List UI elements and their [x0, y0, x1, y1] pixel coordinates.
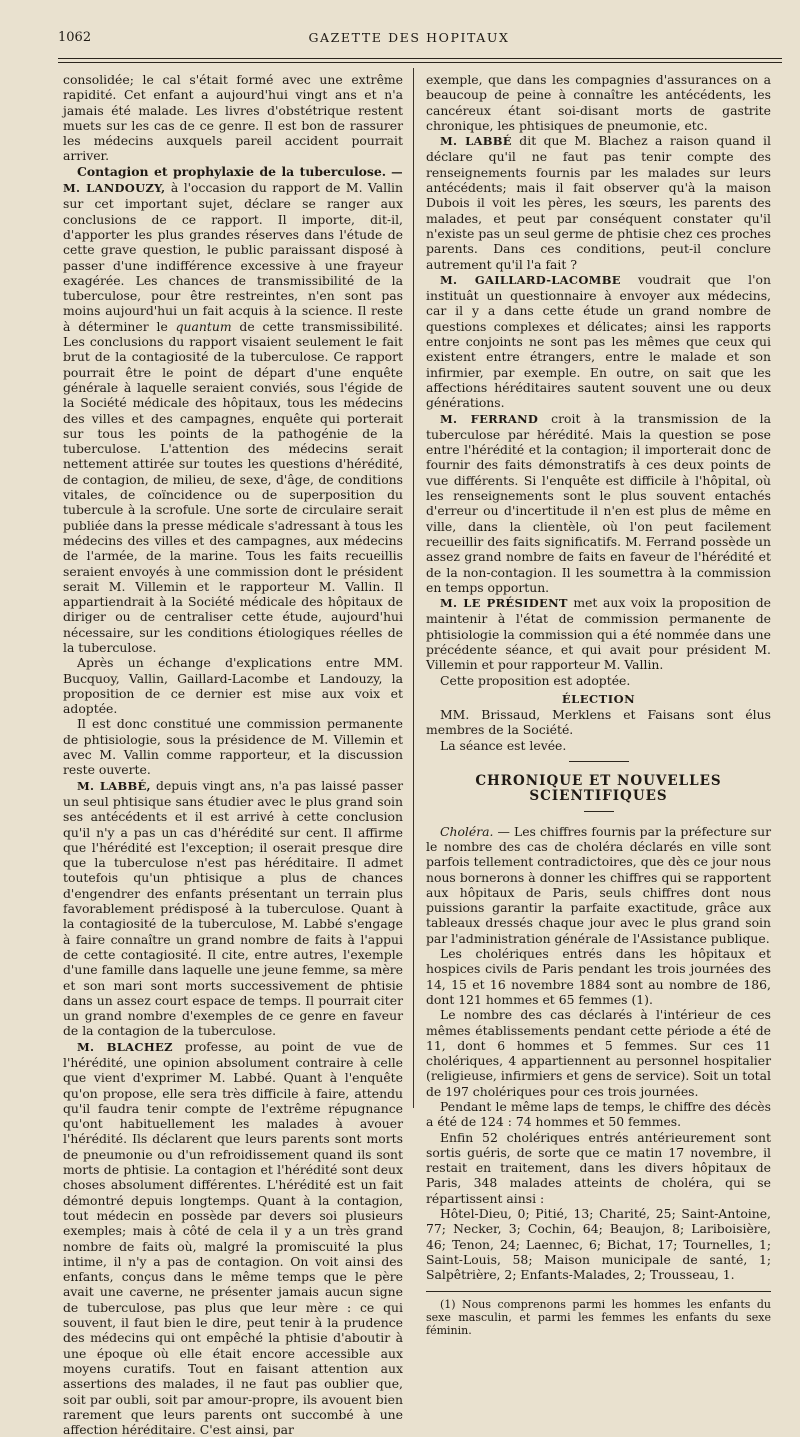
- paragraph-text: voudrait que l'on instituât un questionnaire à envoyer aux médecins, car il y a dans cette étude un grand nombre de questions complexes et délicates; ainsi les rapports entre conjoints ne sont pas les mêmes que ceux qui existent entre étrangers, entre le malade et son infirmier, par exemple. En outre, on sait que les affections héréditaires sautent souvent une ou deux générations.: [426, 271, 771, 411]
- paragraph-text: de cette transmissibilité. Les conclusions du rapport visaient seulement le fait brut de la contagiosité de la tuberculose. Ce rapport pourrait être le point de départ d'une enquête générale à laquelle seraient conviés, sous l'égide de la Société médicale des hôpitaux, tous les médecins des villes et des campagnes, enquête qui porterait sur tous les points de la pathogénie de la tuberculose. L'attention des médecins serait nettement attirée sur toutes les questions d'hérédité, de contagion, de milieu, de sexe, d'âge, de conditions vitales, de coïncidence ou de superposition du tubercule à la scrofule. Une sorte de circulaire serait publiée dans la presse médicale s'adressant à tous les médecins des villes et des campagnes, aux médecins de l'armée, de la marine. Tous les faits recueillis seraient envoyés à une commission dont le président serait M. Villemin et le rapporteur M. Vallin. Il appartiendrait à la Société médicale des hôpitaux de diriger ou de centraliser cette étude, aujourd'hui nécessaire, sur les conditions étiologiques réelles de la tuberculose.: [63, 318, 404, 655]
- speaker-name: — M. LANDOUZY,: [63, 164, 403, 196]
- paragraph: Il est donc constitué une commission permanente de phtisiologie, sous la présidence de M. Villemin et avec M. Vallin comme rapporteur, et la discussion reste ouverte.: [63, 716, 403, 778]
- speaker-name: M. LE PRÉSIDENT: [440, 596, 568, 611]
- paragraph: exemple, que dans les compagnies d'assurances on a beaucoup de peine à connaître les antécédents, les cancéreux étant soi-disant morts de gastrite chronique, les phtisiques de pneumonie, etc.: [426, 72, 771, 133]
- left-column: [63, 72, 403, 1437]
- lead-term: Choléra.: [440, 823, 494, 839]
- paragraph: Enfin 52 cholériques entrés antérieurement sont sortis guéris, de sorte que ce matin 17 novembre, il restait en traitement, dans les divers hôpitaux de Paris, 348 malades atteints de choléra, qui se répartissent ainsi :: [426, 1129, 771, 1206]
- right-column: [426, 72, 771, 1337]
- footnote: (1) Nous comprenons parmi les hommes les enfants du sexe masculin, et parmi les femmes les enfants du sexe féminin.: [426, 1297, 771, 1337]
- paragraph-text: — Les chiffres fournis par la préfecture sur le nombre des cas de choléra déclarés en ville sont parfois tellement contradictoires, que dès ce jour nous nous bornerons à donner les chiffres qui se rapportent aux hôpitaux de Paris, seuls chiffres dont nous puissions garantir la parfaite exactitude, grâce aux tableaux dressés chaque jour avec le plus grand soin par l'administration générale de l'Assistance publique.: [426, 823, 771, 946]
- paragraph: Après un échange d'explications entre MM. Bucquoy, Vallin, Gaillard-Lacombe et Landouzy, la proposition de ce dernier est mise aux voix et adoptée.: [63, 655, 403, 717]
- speaker-name: M. FERRAND: [440, 411, 539, 426]
- speaker-name: M. LABBÉ: [440, 134, 512, 149]
- paragraph: [426, 133, 771, 272]
- paragraph: Hôtel-Dieu, 0; Pitié, 13; Charité, 25; Saint-Antoine, 77; Necker, 3; Cochin, 64; Beaujon, 8; Lariboisière, 46; Tenon, 24; Laennec, 6; Bichat, 17; Tournelles, 1; Saint-Louis, 58; Maison municipale de santé, 1; Salpêtrière, 2; Enfants-Malades, 2; Trousseau, 1.: [426, 1206, 771, 1283]
- section-title: CHRONIQUE ET NOUVELLES SCIENTIFIQUES: [475, 773, 722, 805]
- paragraph: Les cholériques entrés dans les hôpitaux et hospices civils de Paris pendant les trois journées des 14, 15 et 16 novembre 1884 sont au nombre de 186, dont 121 hommes et 65 femmes (1).: [426, 946, 771, 1007]
- paragraph: Pendant le même laps de temps, le chiffre des décès a été de 124 : 74 hommes et 50 femmes.: [426, 1099, 771, 1130]
- page-header: [58, 30, 760, 52]
- election-heading: ÉLECTION: [561, 691, 636, 706]
- paragraph-text: à l'occasion du rapport de M. Vallin sur cet important sujet, déclare se ranger aux conclusions de ce rapport. Il importe, dit-il, d'apporter les plus grandes réserves dans l'étude de cette grave question, le public paraissant disposé à passer d'une indifférence excessive à une frayeur exagérée. Les chances de transmissibilité de la tuberculose, pour être restreintes, n'en sont pas moins aujourd'hui un fait acquis à la science. Il reste à déterminer le: [63, 180, 403, 334]
- subheading: Contagion et prophylaxie de la tuberculose.: [77, 163, 387, 179]
- paragraph: Cette proposition est adoptée.: [440, 672, 631, 688]
- italic-term: quantum: [175, 318, 232, 334]
- paragraph-text: dit que M. Blachez a raison quand il déclare qu'il ne faut pas tenir compte des renseignements fournis par les malades sur leurs antécédents; mais il fait observer qu'à la maison Dubois il voit les pères, les sœurs, les parents des malades, et peut par conséquent constater qu'il n'existe pas un seul germe de phtisie chez ces proches parents. Dans ces conditions, peut-il conclure autrement qu'il l'a fait ?: [426, 133, 771, 272]
- paragraph: Le nombre des cas déclarés à l'intérieur de ces mêmes établissements pendant cette période a été de 11, dont 6 hommes et 5 femmes. Sur ces 11 cholériques, 4 appartiennent au personnel hospitalier (religieuse, infirmiers et gens de service). Soit un total de 197 cholériques pour ces trois journées.: [426, 1007, 771, 1099]
- paragraph: consolidée; le cal s'était formé avec une extrême rapidité. Cet enfant a aujourd'hui vingt ans et n'a jamais été malade. Les livres d'obstétrique restent muets sur les cas de ce genre. Il est bon de rassurer les médecins auxquels pareil accident pourrait arriver.: [63, 72, 403, 164]
- paragraph: MM. Brissaud, Merklens et Faisans sont élus membres de la Société.: [426, 707, 771, 738]
- footnote-rule: [426, 1291, 771, 1292]
- journal-title: GAZETTE DES HOPITAUX: [308, 30, 510, 45]
- paragraph-text: professe, au point de vue de l'hérédité, une opinion absolument contraire à celle que vient d'exprimer M. Labbé. Quant à l'enquête qu'on propose, elle sera très difficile à faire, attendu qu'il faudra tenir compte de l'extrême répugnance qu'ont habituellement les malades à avouer l'hérédité. Ils déclarent que leurs parents sont morts de pneumonie ou d'un refroidissement quand ils sont morts de phtisie. La contagion et l'hérédité sont deux choses absolument différentes. L'hérédité est un fait démontré depuis longtemps. Quant à la contagion, tout médecin en possède par devers soi plusieurs exemples; mais à côté de cela il y a un très grand nombre de faits où, malgré la promiscuité la plus intime, il n'y a pas de contagion. On voit ainsi des enfants, conçus dans le même temps que le père avait une caverne, ne présenter jamais aucun signe de tuberculose, pas plus que leur mère : ce qui souvent, il faut bien le dire, peut tenir à la prudence des médecins qui ont empêché la phtisie d'aboutir à une époque où elle était encore accessible aux moyens curatifs. Tout en faisant attention aux assertions des malades, il ne faut pas oublier que, soit par oubli, soit par amour-propre, ils avouent bien rarement que leurs parents ont succombé à une affection héréditaire. C'est ainsi, par: [63, 1038, 403, 1437]
- paragraph: [63, 778, 403, 1039]
- paragraph-text: depuis vingt ans, n'a pas laissé passer un seul phtisique sans étudier avec le plus grand soin ses antécédents et il est arrivé à cette conclusion qu'il n'y a pas un cas d'hérédité sur cent. Il affirme que l'hérédité est l'exception; il oserait presque dire que la tuberculose n'est pas héréditaire. Il admet toutefois qu'un phtisique a plus de chances d'engendrer des enfants présentant un terrain plus favorablement prédisposé à la tuberculose. Quant à la contagiosité de la tuberculose, M. Labbé s'engage à faire connaître un grand nombre de faits à l'appui de cette contagiosité. Il cite, entre autres, l'exemple d'une famille dans laquelle une jeune femme, sa mère et son mari sont morts successivement de phtisie dans un assez court espace de temps. Il pourrait citer un grand nombre d'exemples de ce genre en faveur de la contagion de la tuberculose.: [63, 777, 404, 1039]
- column-divider: [413, 68, 414, 1108]
- paragraph: [63, 164, 403, 656]
- paragraph: [426, 824, 771, 946]
- paragraph-text: croit à la transmission de la tuberculose par hérédité. Mais la question se pose entre l'hérédité et la contagion; il importerait donc de fournir des faits démonstratifs à ces deux points de vue différents. Si l'enquête est difficile à l'hôpital, où les renseignements sont le plus souvent entachés d'erreur ou d'incertitude il n'en est plus de même en ville, dans la clientèle, où l'on peut facilement recueillir des faits significatifs. M. Ferrand possède un assez grand nombre de faits en faveur de l'hérédité et de la non-contagion. Il les soumettra à la commission en temps opportun.: [426, 410, 771, 595]
- section-separator: [569, 761, 629, 762]
- paragraph: La séance est levée.: [440, 737, 567, 753]
- page-number: 1062: [58, 30, 92, 45]
- speaker-name: M. LABBÉ,: [77, 778, 151, 793]
- header-rule: [58, 58, 782, 63]
- paragraph: [426, 595, 771, 672]
- paragraph-text: met aux voix la proposition de maintenir à l'état de commission permanente de phtisiologie la commission qui a été nommée dans une précédente séance, et qui avait pour président M. Villemin et pour rapporteur M. Vallin.: [426, 595, 771, 673]
- title-rule: [584, 811, 614, 812]
- speaker-name: M. GAILLARD-LACOMBE: [440, 272, 621, 287]
- paragraph: [426, 411, 771, 596]
- speaker-name: M. BLACHEZ: [77, 1039, 173, 1054]
- paragraph: [426, 272, 771, 411]
- paragraph: [63, 1039, 403, 1437]
